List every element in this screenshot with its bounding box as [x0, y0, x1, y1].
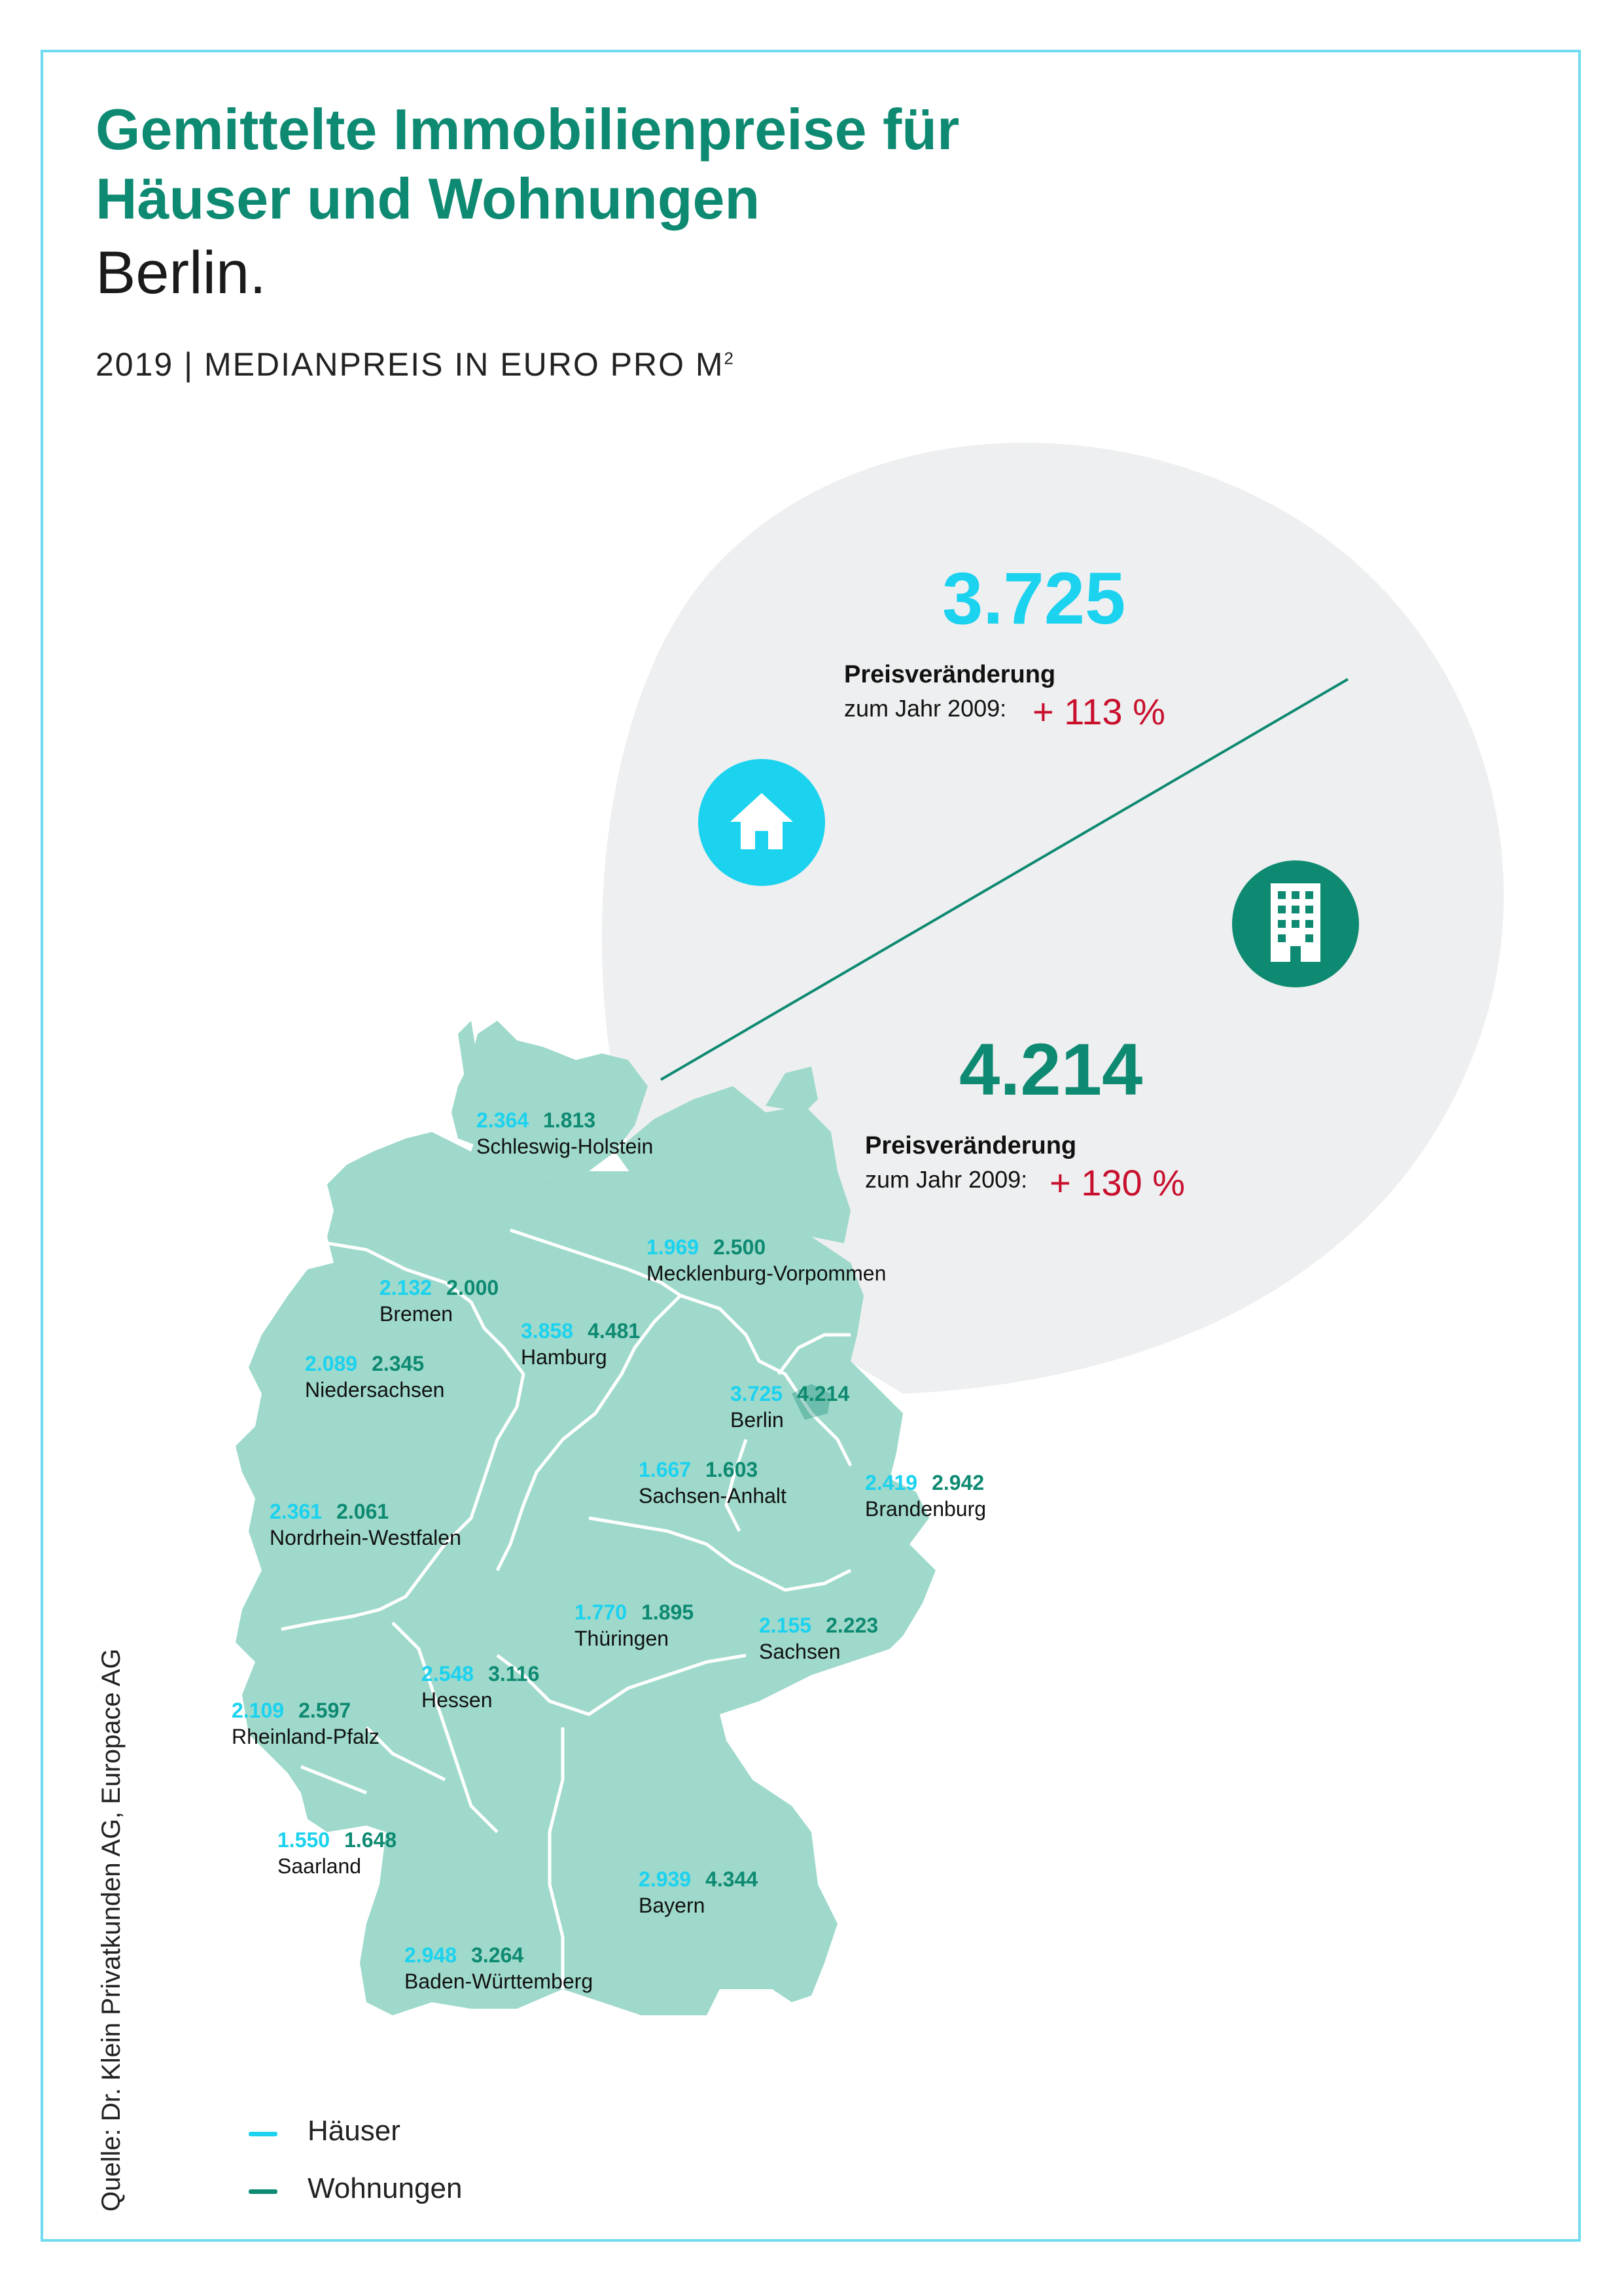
haeuser-price: 1.969 — [646, 1235, 699, 1259]
title-line-2: Häuser und Wohnungen — [96, 166, 760, 231]
region-name: Hessen — [421, 1688, 493, 1712]
haeuser-price: 2.548 — [421, 1662, 474, 1686]
region-bayern — [639, 1866, 758, 1918]
region-niedersachsen — [305, 1351, 444, 1403]
wohnungen-price: 2.942 — [932, 1471, 985, 1494]
haeuser-price: 2.132 — [380, 1276, 432, 1299]
wohnungen-price: 1.813 — [543, 1108, 596, 1132]
wohnungen-price: 2.597 — [298, 1699, 351, 1722]
haeuser-price: 2.089 — [305, 1352, 358, 1375]
haeuser-price: 3.858 — [521, 1319, 574, 1343]
legend-label-wohnungen: Wohnungen — [308, 2172, 463, 2204]
wohnungen-price: 2.000 — [446, 1276, 499, 1299]
wohnungen-price: 1.895 — [641, 1600, 694, 1624]
wohnungen-price: 2.345 — [372, 1352, 425, 1375]
subtitle-text: 2019 | MEDIANPREIS IN EURO PRO M — [96, 346, 724, 383]
region-name: Bremen — [380, 1302, 453, 1326]
house-icon — [698, 759, 825, 886]
berlin-wohnungen-value: 4.214 — [959, 1029, 1143, 1110]
wohnungen-price: 1.603 — [705, 1458, 758, 1481]
region-name: Saarland — [277, 1854, 362, 1878]
region-name: Nordrhein-Westfalen — [270, 1526, 461, 1549]
region-name: Bayern — [639, 1894, 705, 1917]
region-sachsen — [759, 1612, 878, 1665]
haeuser-price: 2.948 — [404, 1943, 457, 1967]
city-heading: Berlin. — [96, 239, 266, 306]
haeuser-change-label: Preisveränderung — [844, 661, 1056, 688]
region-sachsen-anhalt — [639, 1457, 786, 1509]
haeuser-price: 1.667 — [639, 1458, 692, 1481]
region-name: Schleswig-Holstein — [476, 1135, 654, 1158]
haeuser-price: 2.361 — [270, 1500, 323, 1523]
region-berlin — [730, 1381, 849, 1433]
wohnungen-change-label: Preisveränderung — [865, 1132, 1077, 1159]
wohnungen-price: 2.061 — [336, 1500, 389, 1523]
region-bremen — [380, 1275, 499, 1327]
haeuser-price: 1.770 — [574, 1600, 627, 1624]
wohnungen-change-percent: + 130 % — [1050, 1162, 1186, 1203]
legend-swatch-wohnungen — [249, 2189, 277, 2194]
region-thueringen — [574, 1599, 694, 1651]
wohnungen-price: 3.116 — [488, 1662, 540, 1686]
haeuser-change-percent: + 113 % — [1033, 691, 1165, 732]
wohnungen-price: 2.500 — [713, 1235, 766, 1259]
region-name: Berlin — [730, 1408, 784, 1432]
haeuser-price: 2.109 — [232, 1699, 285, 1722]
berlin-haeuser-value: 3.725 — [942, 557, 1126, 639]
haeuser-price: 3.725 — [730, 1382, 783, 1405]
wohnungen-change-sublabel: zum Jahr 2009: — [865, 1166, 1028, 1193]
wohnungen-price: 3.264 — [471, 1943, 524, 1967]
region-schleswig-holstein — [476, 1107, 653, 1159]
wohnungen-price: 4.214 — [797, 1382, 850, 1405]
haeuser-price: 2.364 — [476, 1108, 529, 1132]
region-name: Rheinland-Pfalz — [232, 1725, 380, 1748]
region-saarland — [277, 1827, 397, 1879]
wohnungen-price: 1.648 — [344, 1828, 397, 1852]
region-mecklenburg-vorpommen — [646, 1234, 886, 1286]
region-name: Baden-Württemberg — [404, 1969, 593, 1993]
region-hamburg — [521, 1318, 640, 1370]
region-rheinland-pfalz — [232, 1697, 380, 1750]
wohnungen-price: 4.481 — [588, 1319, 641, 1343]
region-brandenburg — [865, 1470, 986, 1522]
source-note: Quelle: Dr. Klein Privatkunden AG, Europace AG — [97, 1648, 126, 2212]
haeuser-price: 1.550 — [277, 1828, 330, 1852]
haeuser-price: 2.939 — [639, 1867, 692, 1891]
region-baden-wuerttemberg — [404, 1942, 593, 1994]
region-name: Sachsen-Anhalt — [639, 1484, 786, 1508]
wohnungen-price: 2.223 — [826, 1614, 879, 1637]
region-name: Hamburg — [521, 1345, 607, 1369]
subtitle-superscript: 2 — [724, 348, 735, 368]
title-line-1: Gemittelte Immobilienpreise für — [96, 97, 960, 162]
region-name: Mecklenburg-Vorpommen — [646, 1262, 887, 1285]
haeuser-change-sublabel: zum Jahr 2009: — [844, 695, 1007, 722]
haeuser-price: 2.419 — [865, 1471, 918, 1494]
region-name: Thüringen — [574, 1627, 669, 1650]
haeuser-price: 2.155 — [759, 1614, 812, 1637]
region-hessen — [421, 1661, 539, 1713]
region-name: Brandenburg — [865, 1497, 987, 1521]
legend-label-haeuser: Häuser — [308, 2115, 400, 2147]
region-name: Niedersachsen — [305, 1378, 445, 1402]
apartment-building-icon — [1232, 860, 1359, 987]
region-nordrhein-westfalen — [270, 1498, 461, 1551]
legend-swatch-haeuser — [249, 2132, 277, 2136]
wohnungen-price: 4.344 — [705, 1867, 758, 1891]
region-name: Sachsen — [759, 1640, 841, 1663]
